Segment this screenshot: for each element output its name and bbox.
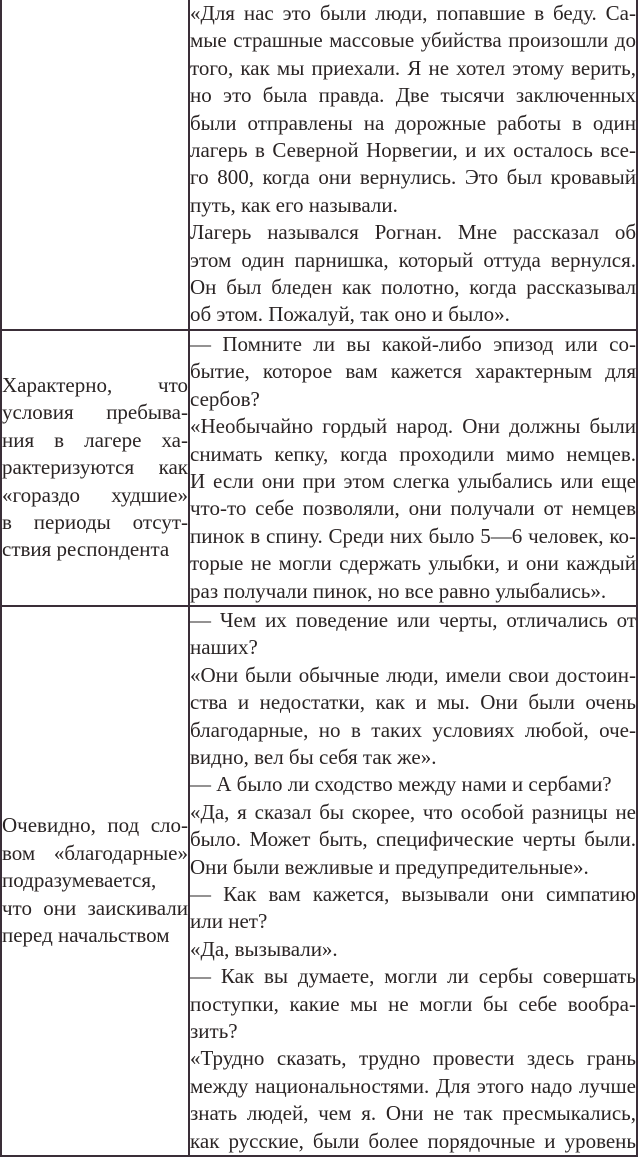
text-line: «Они были обычные люди, имели свои достоин- — [190, 662, 636, 687]
text-line: — А было ли сходство между нами и сербами? — [190, 772, 612, 797]
text-line: бытие, которое вам кажется характерным для — [190, 359, 636, 384]
text-line: поступки, какие мы не могли бы себе вообра- — [190, 991, 636, 1016]
comment-line: Очевидно, под сло- — [2, 813, 188, 838]
comment-line: ствия респондента — [2, 537, 170, 562]
text-line: лагерь в Северной Норвегии, и их осталось все- — [190, 138, 636, 163]
text-line: того, как мы приехали. Я не хотел этому верить, — [190, 55, 636, 80]
table-row — [1, 0, 637, 330]
comment-line: «гораздо худшие» — [2, 482, 188, 507]
text-line: «Необычайно гордый народ. Они должны были — [190, 414, 636, 439]
text-line: снимать кепку, когда проходили мимо немцев. — [190, 441, 636, 466]
interview-text-cell — [189, 0, 637, 330]
text-line: раз получали пинок, но все равно улыбались». — [190, 578, 607, 603]
comment-line: что они заискивали — [2, 895, 188, 920]
text-line: об этом. Пожалуй, так оно и было». — [190, 302, 510, 327]
text-line: «Да, я сказал бы скорее, что особой разницы не — [190, 799, 636, 824]
text-line: между национальностями. Для этого надо лучше — [190, 1073, 636, 1098]
text-line: было. Может быть, специфические черты были. — [190, 827, 636, 852]
text-line: зить? — [190, 1019, 238, 1044]
text-line: торые не могли сдержать улыбки, и они каждый — [190, 551, 636, 576]
interview-text-cell — [189, 606, 637, 1156]
table-row — [1, 606, 637, 1156]
comment-cell — [1, 606, 189, 1156]
text-line: или нет? — [190, 909, 268, 934]
text-line: «Для нас это были люди, попавшие в беду. Са- — [190, 1, 636, 25]
text-line: — Как вы думаете, могли ли сербы совершать — [190, 964, 636, 989]
comment-line: Характерно, что — [2, 372, 188, 397]
text-line: И если они при этом слегка улыбались или еще — [190, 468, 636, 493]
text-line: «Да, вызывали». — [190, 936, 338, 961]
comment-cell — [1, 330, 189, 606]
text-line: ства и недостатки, как и мы. Они были очень — [190, 690, 636, 715]
text-line: — Чем их поведение или черты, отличались от — [190, 607, 636, 632]
text-line: сербов? — [190, 386, 260, 411]
text-line: — Как вам кажется, вызывали они симпатию — [190, 882, 636, 906]
interview-text-cell — [189, 330, 637, 606]
text-line: Они были вежливые и предупредительные». — [190, 854, 589, 879]
comment-line: рактеризуются как — [2, 455, 188, 480]
text-line: но это была правда. Две тысячи заключенных — [190, 83, 636, 108]
text-line: го 800, когда они вернулись. Это был кровавый — [190, 165, 636, 190]
comment-line: вом «благодарные» — [2, 840, 188, 865]
text-line: благодарные, но в таких условиях любой, оче- — [190, 717, 636, 742]
text-line: — Помните ли вы какой-либо эпизод или со- — [190, 331, 636, 356]
text-line: мые страшные массовые убийства произошли до — [190, 28, 636, 53]
comment-line: условия пребыва- — [2, 400, 188, 425]
text-line: пинок в спину. Среди них было 5—6 человек, ко- — [190, 523, 636, 548]
text-line: как русские, были более порядочные и уровень — [190, 1128, 636, 1153]
text-line: знать людей, чем я. Они не так пресмыкались, — [190, 1101, 636, 1126]
text-line: видно, вел бы себя так же». — [190, 744, 437, 769]
comment-line: ния в лагере ха- — [2, 427, 188, 452]
text-line: наших? — [190, 635, 258, 660]
text-line: «Трудно сказать, трудно провести здесь грань — [190, 1046, 636, 1071]
text-line: были отправлены на дорожные работы в один — [190, 110, 636, 135]
table-row — [1, 330, 637, 606]
text-line: что-то себе позволяли, они получали от немцев — [190, 496, 636, 521]
comment-cell — [1, 0, 189, 330]
text-line: Лагерь назывался Рогнан. Мне рассказал об — [190, 220, 636, 245]
comment-line: подразумевается, — [2, 868, 157, 893]
text-line: Он был бледен как полотно, когда рассказывал — [190, 275, 636, 300]
comment-line: в периоды отсут- — [2, 510, 188, 535]
text-line: путь, как его называли. — [190, 192, 398, 217]
text-line: этом один парнишка, который оттуда вернулся. — [190, 247, 636, 272]
comment-line: перед начальством — [2, 923, 170, 948]
